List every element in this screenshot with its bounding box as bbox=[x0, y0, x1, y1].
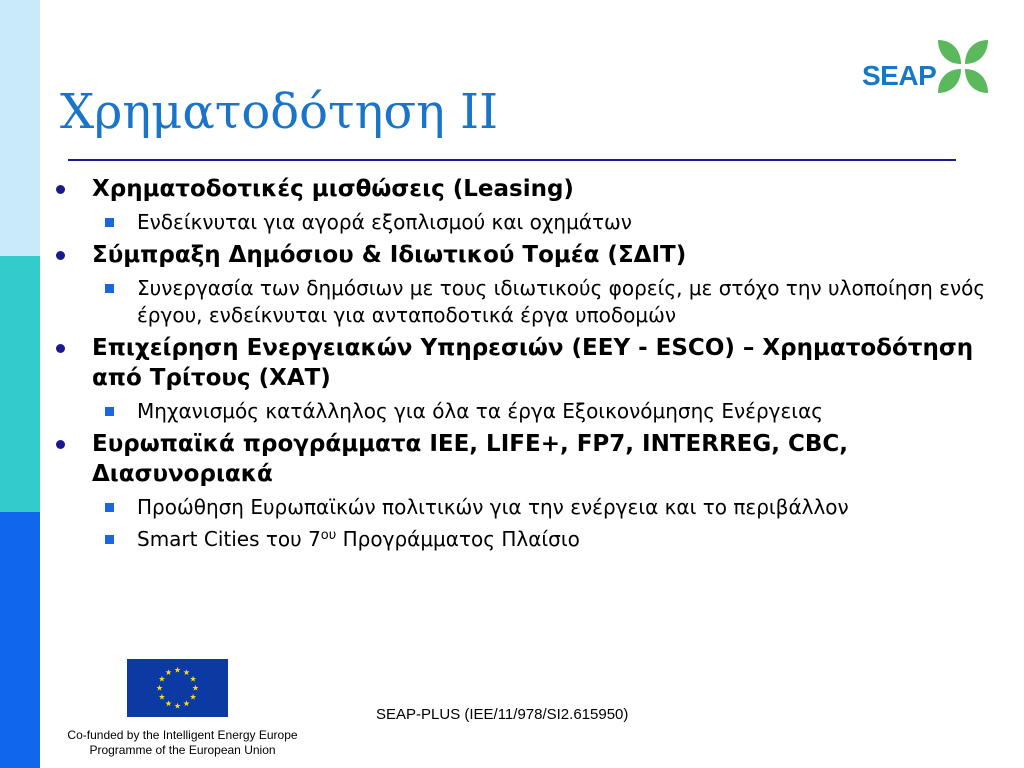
sub-bullet bbox=[101, 398, 1006, 425]
eu-star-icon bbox=[174, 703, 180, 709]
eu-star-icon bbox=[159, 694, 165, 700]
eu-star-icon bbox=[190, 676, 196, 682]
eu-star-icon bbox=[159, 676, 165, 682]
eu-star-icon bbox=[190, 694, 196, 700]
eu-star-icon bbox=[192, 685, 198, 691]
ordinal-superscript: ου bbox=[320, 528, 337, 543]
bullet-esco bbox=[56, 333, 1006, 393]
bullet-list bbox=[56, 170, 1006, 553]
sub-bullet-text: Μηχανισμός κατάλληλος για όλα τα έργα Εξοικονόμησης Ενέργειας bbox=[137, 399, 823, 423]
seap-plus-logo bbox=[862, 38, 992, 98]
sub-bullet-text: Προώθηση Ευρωπαϊκών πολιτικών για την ενέργεια και το περιβάλλον bbox=[137, 495, 849, 519]
bullet-dot-icon bbox=[56, 440, 65, 449]
slide-title: Χρηματοδότηση ΙΙ bbox=[60, 84, 499, 140]
bullet-ppp bbox=[56, 240, 1006, 270]
sub-bullet-smart-cities bbox=[101, 526, 1006, 553]
eu-star-icon bbox=[165, 669, 171, 675]
eu-flag bbox=[127, 659, 228, 717]
bullet-dot-icon bbox=[56, 251, 65, 260]
sub-bullet bbox=[101, 209, 1006, 236]
sub-bullet-text: Ενδείκνυται για αγορά εξοπλισμού και οχημάτων bbox=[137, 210, 632, 234]
bullet-text: Σύμπραξη Δημόσιου & Ιδιωτικού Τομέα (ΣΔΙΤ) bbox=[92, 242, 687, 268]
eu-star-icon bbox=[165, 700, 171, 706]
square-bullet-icon bbox=[105, 535, 114, 544]
eu-star-icon bbox=[156, 685, 162, 691]
bullet-leasing bbox=[56, 174, 1006, 204]
left-stripe-bottom bbox=[0, 512, 40, 768]
title-underline bbox=[68, 159, 956, 161]
square-bullet-icon bbox=[105, 218, 114, 227]
bullet-text: Επιχείρηση Ενεργειακών Υπηρεσιών (ΕΕΥ - ESCO) – Χρηματοδότηση από Τρίτους (ΧΑΤ) bbox=[92, 335, 974, 391]
bullet-dot-icon bbox=[56, 344, 65, 353]
left-stripe-middle bbox=[0, 256, 40, 512]
eu-star-icon bbox=[183, 700, 189, 706]
eu-flag-icon bbox=[127, 659, 228, 717]
cofunded-line-2: Programme of the European Union bbox=[89, 743, 276, 757]
eu-star-icon bbox=[174, 667, 180, 673]
sub-bullet-text: Συνεργασία των δημόσιων με τους ιδιωτικούς φορείς, με στόχο την υλοποίηση ενός έργου, ενδείκνυται για ανταποδοτικά έργα υποδομών bbox=[137, 276, 986, 327]
square-bullet-icon bbox=[105, 503, 114, 512]
square-bullet-icon bbox=[105, 407, 114, 416]
sub-bullet-text-after: Προγράμματος Πλαίσιο bbox=[336, 527, 580, 551]
sub-bullet-text-before: Smart Cities του 7 bbox=[137, 527, 321, 551]
cofunded-line-1: Co-funded by the Intelligent Energy Europe bbox=[67, 728, 298, 742]
logo-text: SEAP bbox=[862, 60, 937, 91]
bullet-eu-programmes bbox=[56, 429, 1006, 489]
left-stripe-top bbox=[0, 0, 40, 256]
bullet-text: Χρηματοδοτικές μισθώσεις (Leasing) bbox=[92, 176, 574, 202]
sub-bullet bbox=[101, 275, 1006, 329]
sub-bullet bbox=[101, 494, 1006, 521]
bullet-dot-icon bbox=[56, 185, 65, 194]
eu-star-icon bbox=[183, 669, 189, 675]
bullet-text: Ευρωπαϊκά προγράμματα ΙΕΕ, LIFE+, FP7, INTERREG, CBC, Διασυνοριακά bbox=[92, 431, 849, 487]
square-bullet-icon bbox=[105, 284, 114, 293]
footer-project-code: SEAP-PLUS (IEE/11/978/SI2.615950) bbox=[376, 706, 629, 723]
seap-plus-logo-icon bbox=[934, 38, 992, 96]
cofunded-caption bbox=[40, 728, 325, 758]
